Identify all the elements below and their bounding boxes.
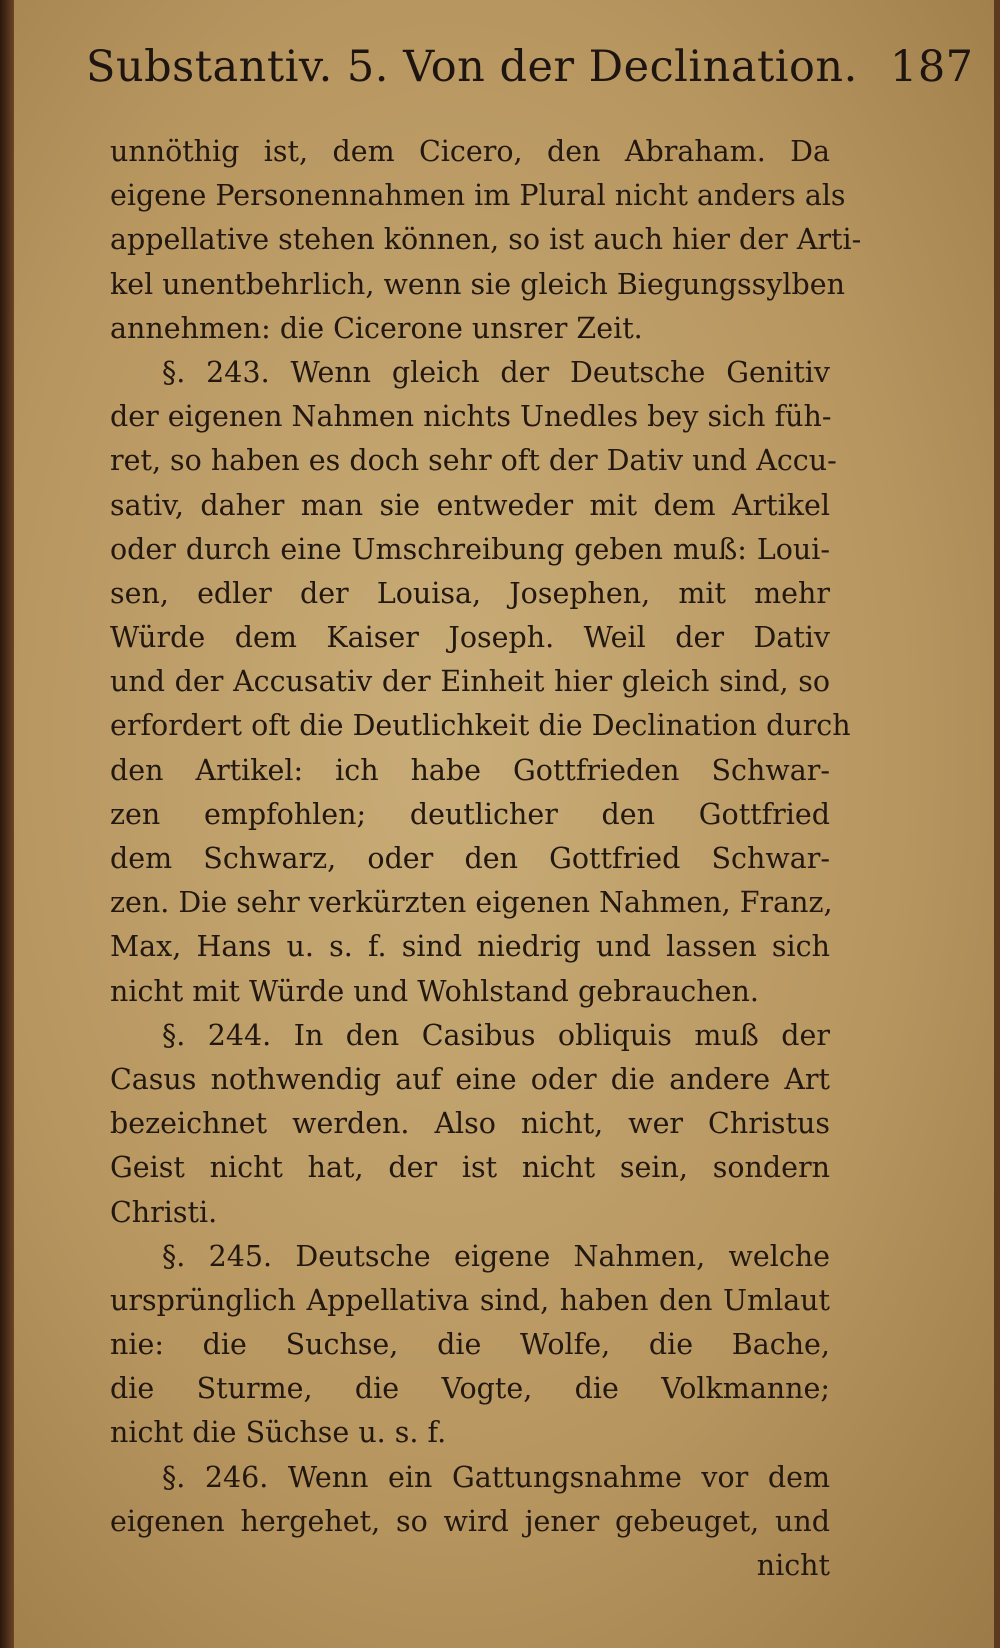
text-line: sativ, daher man sie entweder mit dem Artikel [110,488,830,522]
text-line: §. 245. Deutsche eigene Nahmen, welche [162,1239,830,1273]
text-line: oder durch eine Umschreibung geben muß: Loui- [110,532,830,566]
page-number: 187 [889,42,974,92]
text-line: §. 243. Wenn gleich der Deutsche Genitiv [162,355,830,389]
text-line: dem Schwarz, oder den Gottfried Schwar- [110,842,830,875]
text-line: Geist nicht hat, der ist nicht sein, sondern [110,1151,830,1185]
text-line: §. 246. Wenn ein Gattungsnahme vor dem [162,1460,830,1494]
text-line: eigene Personennahmen im Plural nicht anders als [110,179,846,213]
text-line: nicht [756,1549,830,1582]
text-line: ret, so haben es doch sehr oft der Dativ und Accu- [110,444,837,478]
text-line: Casus nothwendig auf eine oder die andere Art [110,1062,830,1096]
text-line: §. 244. In den Casibus obliquis muß der [162,1018,830,1052]
text-line: nie: die Suchse, die Wolfe, die Bache, [110,1328,830,1362]
page-right-edge [994,0,1000,1648]
text-line: kel unentbehrlich, wenn sie gleich Biegungssylben [110,267,845,301]
text-line: unnöthig ist, dem Cicero, den Abraham. Da [110,135,830,168]
text-line: erfordert oft die Deutlichkeit die Declination durch [110,709,851,743]
text-line: nicht mit Würde und Wohlstand gebrauchen. [110,974,759,1008]
text-line: ursprünglich Appellativa sind, haben den Umlaut [110,1283,830,1317]
body-text [110,130,862,1588]
text-line: Würde dem Kaiser Joseph. Weil der Dativ [110,621,830,655]
text-line: zen empfohlen; deutlicher den Gottfried [110,797,830,831]
text-line: sen, edler der Louisa, Josephen, mit mehr [110,576,830,610]
running-title: Substantiv. 5. Von der Declination. [86,42,858,92]
running-header [86,42,974,92]
text-line: appellative stehen können, so ist auch hier der Arti- [110,223,862,257]
text-line: zen. Die sehr verkürzten eigenen Nahmen, Franz, [110,886,833,920]
text-line: eigenen hergehet, so wird jener gebeuget, und [110,1504,830,1538]
text-line: Max, Hans u. s. f. sind niedrig und lassen sich [110,930,830,964]
text-line: den Artikel: ich habe Gottfrieden Schwar- [110,753,830,787]
text-line: Christi. [110,1195,218,1229]
text-line: annehmen: die Cicerone unsrer Zeit. [110,311,643,345]
page-binding-edge [0,0,14,1648]
text-line: der eigenen Nahmen nichts Unedles bey sich füh- [110,400,832,434]
text-line: die Sturme, die Vogte, die Volkmanne; [110,1372,830,1406]
text-line: nicht die Süchse u. s. f. [110,1416,447,1450]
text-line: und der Accusativ der Einheit hier gleich sind, so [110,665,830,699]
text-line: bezeichnet werden. Also nicht, wer Christus [110,1107,830,1141]
